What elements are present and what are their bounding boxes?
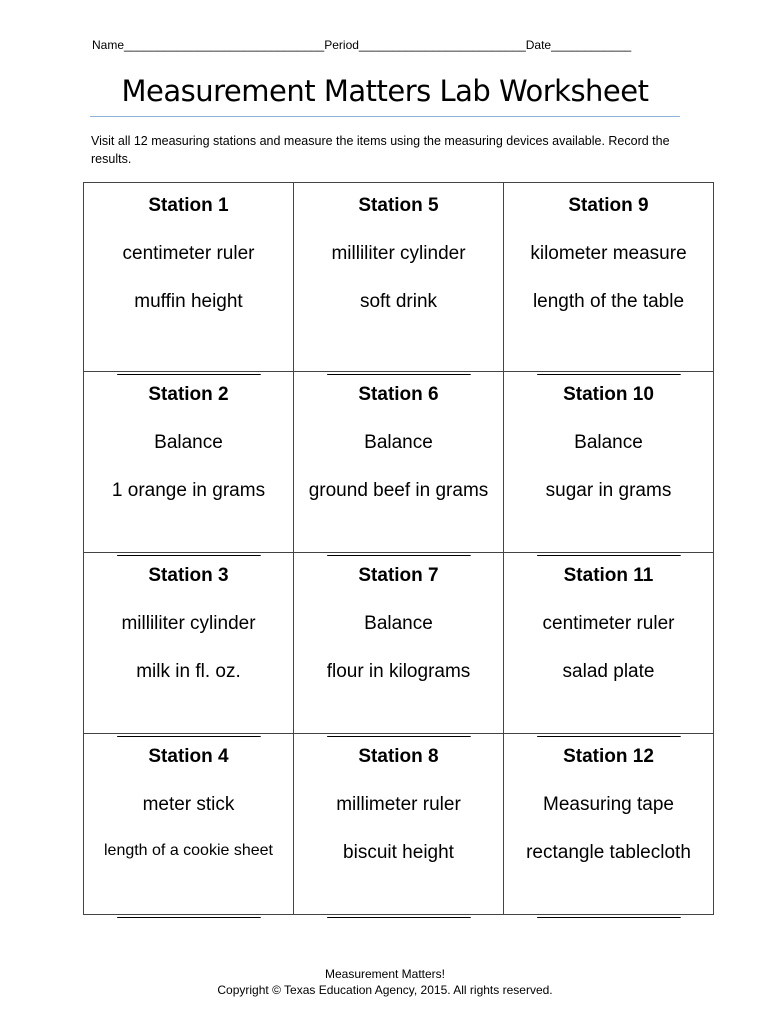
stations-row	[84, 734, 714, 915]
stations-grid	[83, 182, 714, 919]
station-title: Station 9	[568, 195, 649, 216]
answer-blank: __________________	[117, 721, 260, 738]
footer-copyright: Copyright © Texas Education Agency, 2015. All rights reserved.	[217, 983, 553, 997]
title-divider	[90, 116, 680, 117]
station-tool: centimeter ruler	[542, 613, 675, 634]
answer-blank: __________________	[537, 540, 680, 557]
station-title: Station 11	[563, 565, 654, 586]
station-cell	[84, 183, 294, 376]
station-item: salad plate	[562, 661, 655, 682]
station-title: Station 2	[148, 384, 229, 405]
station-cell	[504, 553, 714, 738]
name-period-date-line: Name______________________________Period_________________________Date____________	[92, 38, 632, 52]
station-item: flour in kilograms	[326, 661, 471, 682]
station-tool: Measuring tape	[543, 794, 674, 815]
station-cell	[294, 553, 504, 738]
station-tool: Balance	[154, 432, 223, 453]
station-item: rectangle tablecloth	[526, 842, 691, 863]
station-tool: Balance	[364, 613, 433, 634]
station-tool: Balance	[574, 432, 643, 453]
station-cell	[504, 183, 714, 376]
station-cell	[84, 734, 294, 919]
stations-row	[84, 372, 714, 553]
station-cell	[504, 372, 714, 557]
answer-blank: __________________	[117, 359, 260, 376]
answer-blank: __________________	[537, 721, 680, 738]
answer-blank: __________________	[537, 359, 680, 376]
station-title: Station 12	[563, 746, 654, 767]
station-tool: Balance	[364, 432, 433, 453]
station-item: 1 orange in grams	[111, 480, 266, 501]
station-title: Station 8	[358, 746, 439, 767]
station-item: length of a cookie sheet	[103, 842, 273, 859]
station-title: Station 10	[563, 384, 654, 405]
answer-blank: __________________	[327, 902, 470, 919]
station-item: length of the table	[532, 291, 685, 312]
station-title: Station 3	[148, 565, 229, 586]
station-cell	[84, 553, 294, 738]
answer-blank: __________________	[537, 902, 680, 919]
station-tool: centimeter ruler	[122, 243, 255, 264]
station-cell	[294, 372, 504, 557]
station-item: milk in fl. oz.	[136, 661, 241, 682]
station-tool: kilometer measure	[530, 243, 687, 264]
station-tool: meter stick	[142, 794, 235, 815]
worksheet-title: Measurement Matters Lab Worksheet	[121, 74, 649, 108]
stations-row	[84, 183, 714, 372]
station-item: biscuit height	[343, 842, 454, 863]
station-cell	[294, 734, 504, 919]
station-title: Station 7	[358, 565, 439, 586]
footer	[0, 966, 770, 998]
answer-blank: __________________	[327, 721, 470, 738]
station-tool: milliliter cylinder	[331, 243, 466, 264]
answer-blank: __________________	[117, 540, 260, 557]
station-tool: millimeter ruler	[336, 794, 461, 815]
station-title: Station 6	[358, 384, 439, 405]
footer-title: Measurement Matters!	[324, 967, 446, 981]
instructions: Visit all 12 measuring stations and measure the items using the measuring devices available. Record the results.	[91, 134, 670, 166]
answer-blank: __________________	[327, 359, 470, 376]
station-title: Station 5	[358, 195, 439, 216]
answer-blank: __________________	[327, 540, 470, 557]
station-cell	[294, 183, 504, 376]
station-tool: milliliter cylinder	[121, 613, 256, 634]
station-cell	[84, 372, 294, 557]
station-item: ground beef in grams	[308, 480, 489, 501]
station-item: sugar in grams	[545, 480, 672, 501]
station-cell	[504, 734, 714, 919]
station-item: soft drink	[359, 291, 438, 312]
answer-blank: __________________	[117, 902, 260, 919]
station-title: Station 1	[148, 195, 229, 216]
station-item: muffin height	[134, 291, 243, 312]
station-title: Station 4	[148, 746, 229, 767]
stations-row	[84, 553, 714, 734]
